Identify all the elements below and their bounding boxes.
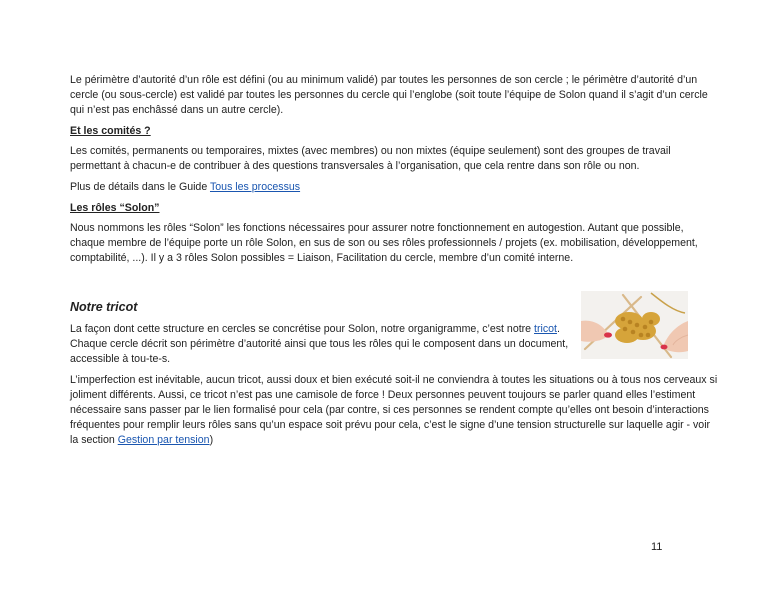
tricot-text-b: . Chaque cercle décrit son périmètre d’autorité ainsi que tous les rôles qui le composent dans un document, accessible à tou-te-s. xyxy=(70,323,569,365)
imperfection-text-a: L’imperfection est inévitable, aucun tricot, aussi doux et bien exécuté soit-il ne conviendra à toutes les situations ou à tous nos cerveaux si joliment différents. Aussi, ce tricot n’est pas une camisole de force ! Deux personnes peuvent toujours se parler quand elles l’estiment nécessaire sans passer par le lien formalisé pour cela (par contre, si ces personnes se rendent compte qu’elles ont besoin d’interactions fréquentes pour remplir leurs rôles sans qu’un espace soit prévu pour cela, c’est le signe d’une tension structurelle sur laquelle agir - voir la section xyxy=(70,374,718,446)
page-number: 11 xyxy=(651,541,663,553)
heading-comites: Et les comités ? xyxy=(70,125,151,137)
imperfection-text-b: ) xyxy=(209,434,214,446)
paragraph-perimetre: Le périmètre d’autorité d’un rôle est défini (ou au minimum validé) par toutes les personnes de son cercle ; le périmètre d’autorité d’un cercle (ou sous-cercle) est validé par toutes les personnes du cercle qui l’englobe (soit toute l’équipe de Solon quand il s’agit d’un cercle qui n’est pas enchâssé dans un autre cercle). xyxy=(70,74,708,116)
tricot-text-a: La façon dont cette structure en cercles se concrétise pour Solon, notre organigramme, c’est notre xyxy=(70,323,535,335)
knitting-photo-icon xyxy=(581,291,688,359)
link-gestion-par-tension[interactable]: Gestion par tension xyxy=(117,434,210,446)
paragraph-comites: Les comités, permanents ou temporaires, mixtes (avec membres) ou non mixtes (équipe seulement) sont des groupes de travail permettant à chacun-e de contribuer à des questions transversales à l’organisation, que cela rentre dans son rôle ou non. xyxy=(70,145,671,172)
paragraph-tricot xyxy=(70,322,580,367)
details-text: Plus de détails dans le Guide xyxy=(70,181,210,193)
heading-roles-solon: Les rôles “Solon” xyxy=(70,202,160,214)
knitting-photo xyxy=(581,291,688,359)
paragraph-details xyxy=(70,180,720,195)
paragraph-roles-solon: Nous nommons les rôles “Solon” les fonctions nécessaires pour assurer notre fonctionnement en autogestion. Autant que possible, chaque membre de l’équipe porte un rôle Solon, en sus de son ou ses rôles professionnels / projets (ex. mobilisation, développement, comptabilité, ...). Il y a 3 rôles Solon possibles = Liaison, Facilitation du cercle, membre d’un comité interne. xyxy=(70,222,698,264)
section-title-tricot: Notre tricot xyxy=(70,300,138,314)
paragraph-imperfection xyxy=(70,373,720,448)
link-tricot[interactable]: tricot xyxy=(534,323,557,335)
link-tous-les-processus[interactable]: Tous les processus xyxy=(209,181,301,193)
